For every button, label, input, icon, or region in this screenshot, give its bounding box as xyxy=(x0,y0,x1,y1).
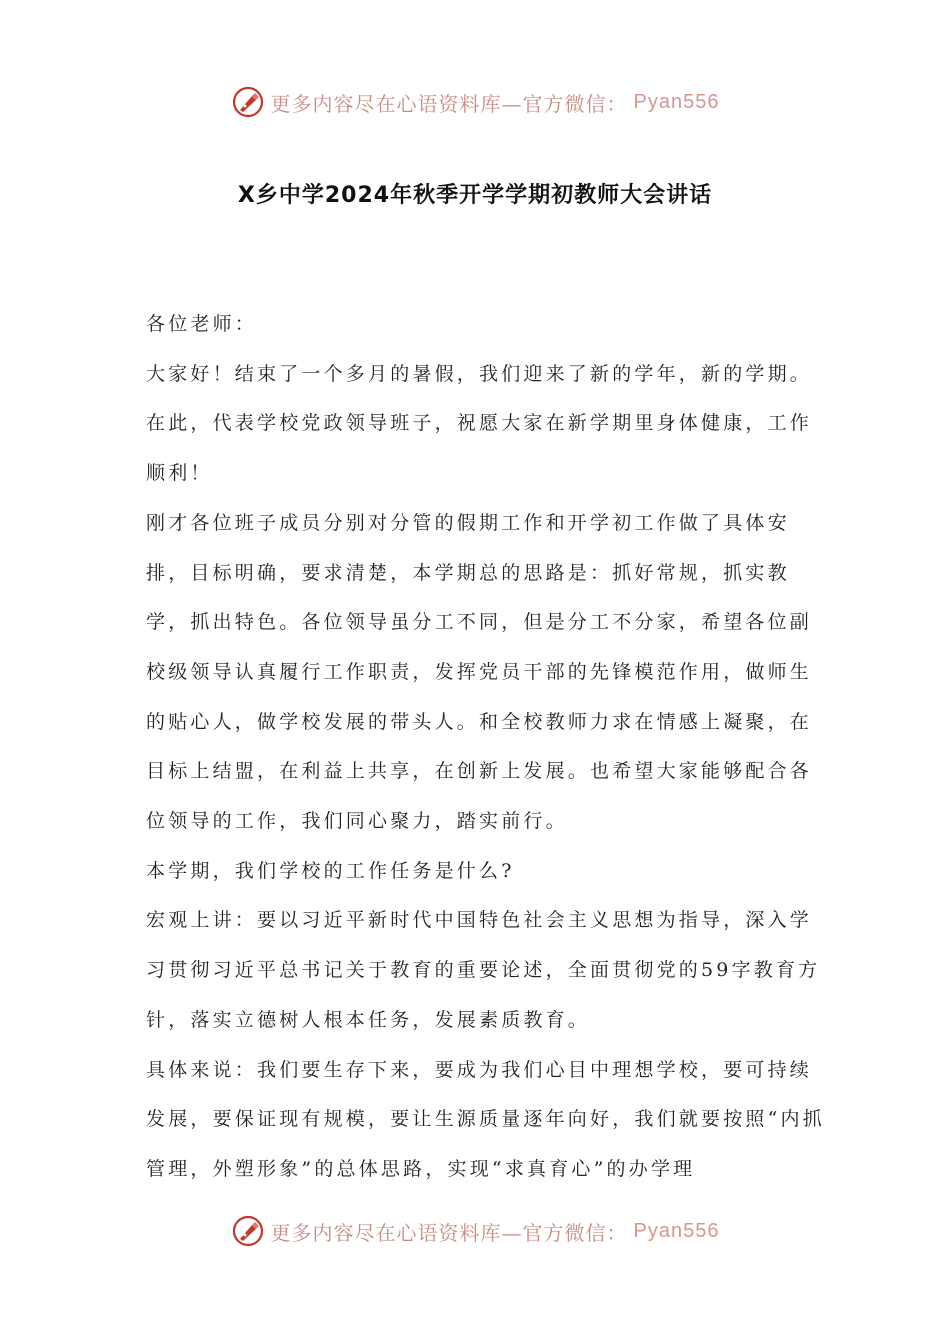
header-banner xyxy=(0,82,950,122)
pen-nib-logo-icon xyxy=(231,85,265,119)
paragraph: 本学期，我们学校的工作任务是什么? xyxy=(146,859,515,882)
document-body xyxy=(146,300,826,1195)
pen-nib-logo-icon xyxy=(231,1214,265,1248)
paragraph-greeting: 各位老师： xyxy=(146,313,258,335)
paragraph: 大家好！结束了一个多月的暑假，我们迎来了新的学年，新的学期。在此，代表学校党政领导班子，祝愿大家在新学期里身体健康，工作顺利！ xyxy=(146,362,813,485)
paragraph: 宏观上讲：要以习近平新时代中国特色社会主义思想为指导，深入学习贯彻习近平总书记关于教育的重要论述，全面贯彻党的59字教育方针，落实立德树人根本任务，发展素质教育。 xyxy=(146,909,821,1031)
footer-banner xyxy=(0,1211,950,1251)
footer-wechat-id: Pyan556 xyxy=(633,1219,720,1242)
paragraph: 具体来说：我们要生存下来，要成为我们心目中理想学校，要可持续发展，要保证现有规模，要让生源质量逐年向好，我们就要按照“内抓管理，外塑形象”的总体思路，实现“求真育心”的办学理 xyxy=(146,1058,825,1180)
footer-banner-text: 更多内容尽在心语资料库—官方微信： xyxy=(270,1220,628,1245)
header-banner-text: 更多内容尽在心语资料库—官方微信： xyxy=(270,91,628,116)
paragraph: 刚才各位班子成员分别对分管的假期工作和开学初工作做了具体安排，目标明确，要求清楚，本学期总的思路是：抓好常规，抓实教学，抓出特色。各位领导虽分工不同，但是分工不分家，希望各位副校级领导认真履行工作职责，发挥党员干部的先锋模范作用，做师生的贴心人，做学校发展的带头人。和全校教师力求在情感上凝聚，在目标上结盟，在利益上共享，在创新上发展。也希望大家能够配合各位领导的工作，我们同心聚力，踏实前行。 xyxy=(146,511,813,833)
document-title: X乡中学2024年秋季开学学期初教师大会讲话 xyxy=(237,183,713,208)
header-wechat-id: Pyan556 xyxy=(633,90,720,113)
